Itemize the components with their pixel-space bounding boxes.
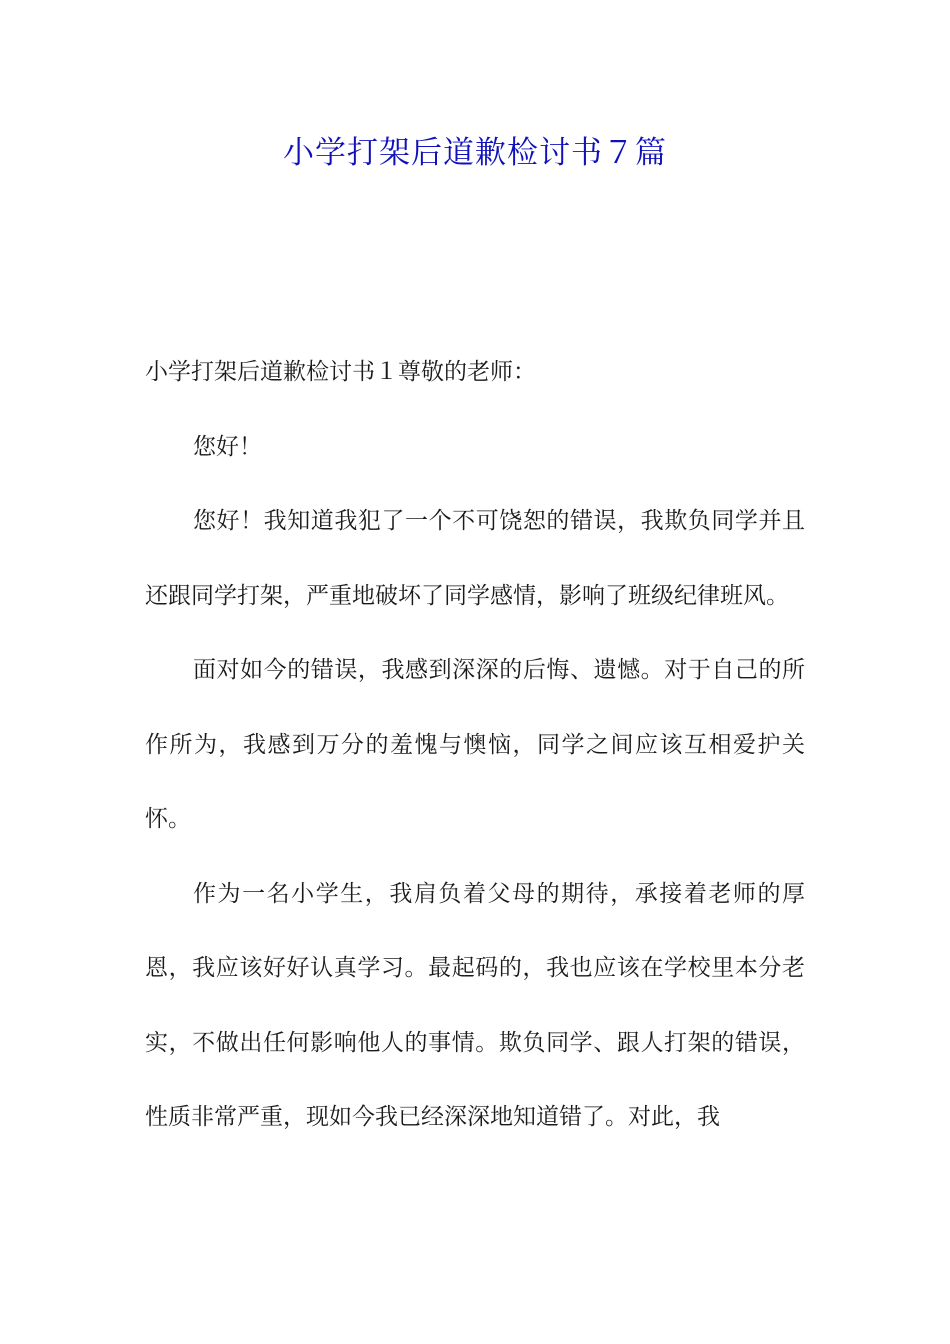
heading-line: 小学打架后道歉检讨书１尊敬的老师： xyxy=(145,359,536,385)
document-body xyxy=(145,335,805,1155)
document-title: 小学打架后道歉检讨书７篇 xyxy=(283,135,667,171)
paragraph: 作为一名小学生，我肩负着父母的期待，承接着老师的厚恩，我应该好好认真学习。最起码的，我也应该在学校里本分老实，不做出任何影响他人的事情。欺负同学、跟人打架的错误，性质非常严重，现如今我已经深深地知道错了。对此，我 xyxy=(145,880,805,1130)
paragraph: 您好！我知道我犯了一个不可饶恕的错误，我欺负同学并且还跟同学打架，严重地破坏了同学感情，影响了班级纪律班风。 xyxy=(145,508,805,609)
paragraph: 面对如今的错误，我感到深深的后悔、遗憾。对于自己的所作所为，我感到万分的羞愧与懊恼，同学之间应该互相爱护关怀。 xyxy=(145,657,805,832)
paragraph: 您好！ xyxy=(193,433,262,460)
